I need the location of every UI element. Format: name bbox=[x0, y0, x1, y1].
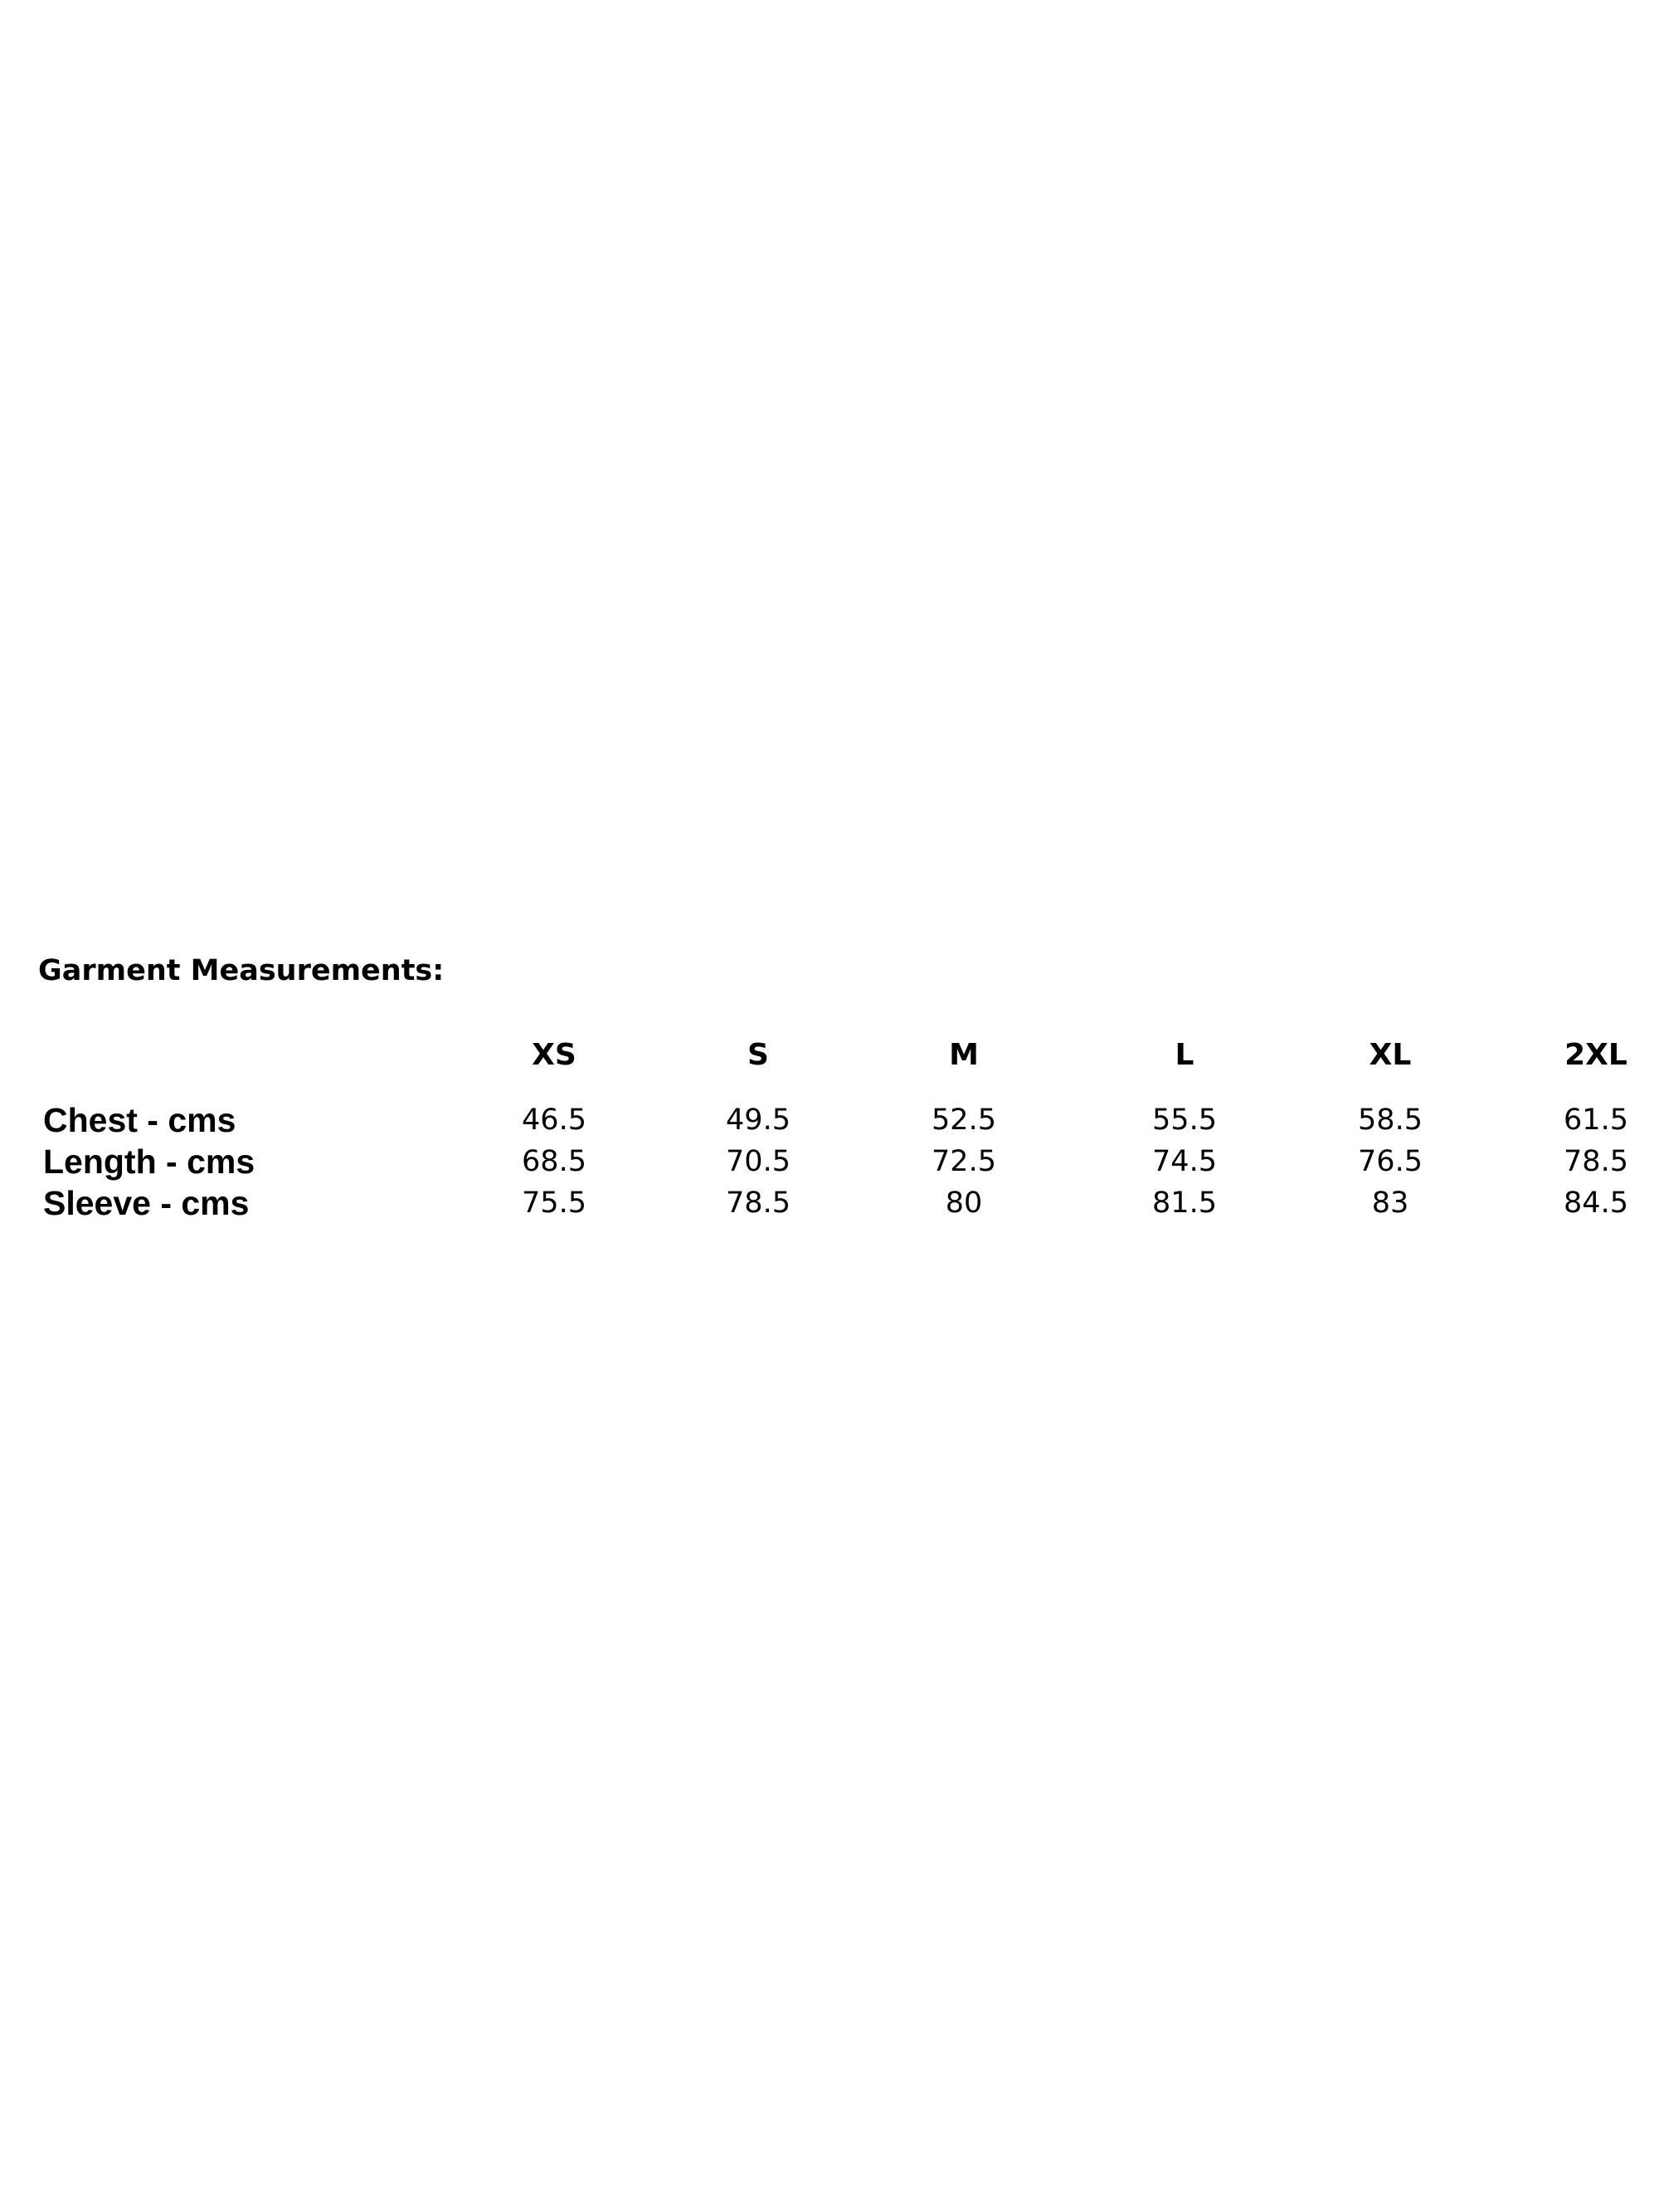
measurements-title: Garment Measurements: bbox=[38, 954, 445, 987]
chest-value-l: 55.5 bbox=[1152, 1104, 1217, 1137]
sleeve-value-xl: 83 bbox=[1371, 1186, 1409, 1220]
sleeve-label: Sleeve - cms bbox=[43, 1184, 250, 1222]
sleeve-value-s: 78.5 bbox=[726, 1186, 791, 1220]
size-header-s: S bbox=[747, 1038, 769, 1072]
size-header-m: M bbox=[949, 1038, 979, 1072]
size-header-l: L bbox=[1175, 1038, 1194, 1072]
length-value-s: 70.5 bbox=[726, 1145, 791, 1178]
length-value-xl: 76.5 bbox=[1358, 1145, 1423, 1178]
length-value-m: 72.5 bbox=[932, 1145, 996, 1178]
chest-value-xl: 58.5 bbox=[1358, 1104, 1423, 1137]
sleeve-value-2xl: 84.5 bbox=[1564, 1186, 1628, 1220]
length-value-2xl: 78.5 bbox=[1564, 1145, 1628, 1178]
size-header-2xl: 2XL bbox=[1564, 1038, 1627, 1072]
length-value-xs: 68.5 bbox=[522, 1145, 586, 1178]
sleeve-value-xs: 75.5 bbox=[522, 1186, 586, 1220]
chest-value-s: 49.5 bbox=[726, 1104, 791, 1137]
sleeve-value-m: 80 bbox=[945, 1186, 983, 1220]
length-label: Length - cms bbox=[43, 1143, 255, 1181]
chest-value-m: 52.5 bbox=[932, 1104, 996, 1137]
sleeve-value-l: 81.5 bbox=[1152, 1186, 1217, 1220]
chest-value-xs: 46.5 bbox=[522, 1104, 586, 1137]
size-header-xl: XL bbox=[1369, 1038, 1412, 1072]
length-value-l: 74.5 bbox=[1152, 1145, 1217, 1178]
chest-value-2xl: 61.5 bbox=[1564, 1104, 1628, 1137]
size-header-xs: XS bbox=[532, 1038, 577, 1072]
chest-label: Chest - cms bbox=[43, 1101, 236, 1139]
